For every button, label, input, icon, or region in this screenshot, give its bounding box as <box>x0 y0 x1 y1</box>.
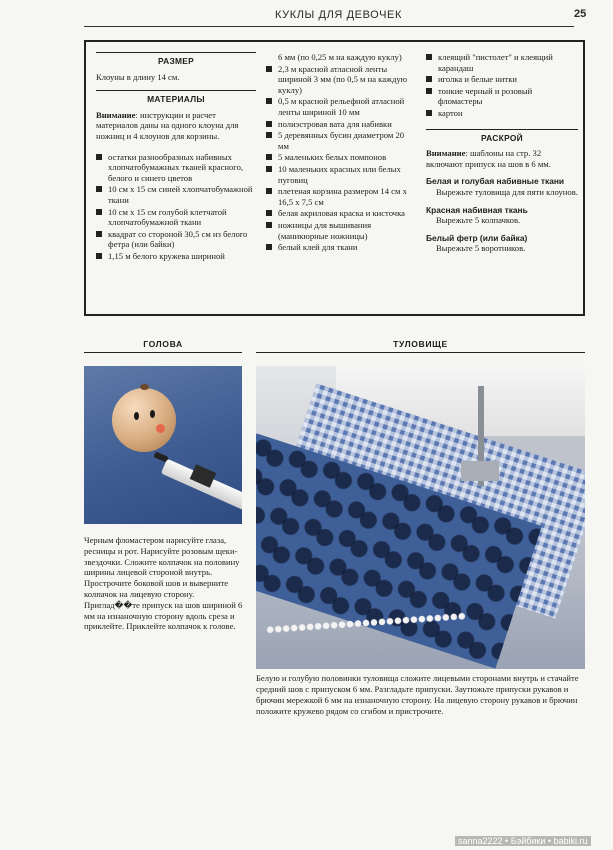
materials-list-col3 <box>426 52 578 119</box>
list-item: плетеная корзина размером 14 см х 16,5 х 7,5 см <box>266 186 416 207</box>
running-title: КУКЛЫ ДЛЯ ДЕВОЧЕК <box>275 9 402 21</box>
bullet-square-icon <box>266 66 272 72</box>
page-number: 25 <box>574 8 587 20</box>
list-item: 2,3 м красной атласной ленты шириной 3 мм (по 0,5 м на каждую куклу) <box>266 64 416 96</box>
watermark: sanna2222 • Бэйбики • babiki.ru <box>455 836 591 846</box>
size-title: РАЗМЕР <box>96 52 256 67</box>
bullet-square-icon <box>266 188 272 194</box>
clown-head-photo <box>84 366 242 524</box>
list-item: клеящий "пистолет" и клеящий карандаш <box>426 52 578 73</box>
list-item: 10 см х 15 см голубой клетчатой хлопчатобумажной ткани <box>96 207 256 228</box>
list-item: картон <box>426 108 578 119</box>
bullet-square-icon <box>96 186 102 192</box>
materials-title: МАТЕРИАЛЫ <box>96 90 256 105</box>
bullet-square-icon <box>96 253 102 259</box>
cutting-note-label: Внимание <box>426 148 466 159</box>
cutting-group-heading: Белый фетр (или байка) <box>426 232 528 243</box>
list-item: иголка и белые нитки <box>426 74 578 85</box>
list-item: остатки разнообразных набивных хлопчатобумажных тканей красного, белого и синего цветов <box>96 152 256 184</box>
presser-foot <box>461 461 499 481</box>
list-item: 1,15 м белого кружева шириной <box>96 251 256 262</box>
cheek-star-icon <box>156 424 165 433</box>
list-item: 10 см х 15 см синей хлопчатобумажной ткани <box>96 184 256 205</box>
bullet-square-icon <box>96 154 102 160</box>
body-caption: Белую и голубую половинки туловища сложите лицевыми сторонами внутрь и стачайте средний шов с припуском 6 мм. Разгладьте припуски. Заутюжьте припуски рукавов и брючин мережкой 6 мм на изнаночную сторону. На лицевую сторону рукавов и брючин положите кружево рядом со сгибом и пристрочите. <box>256 673 579 716</box>
cutting-group-text: Вырежьте 5 колпачков. <box>436 215 521 226</box>
cutting-title: РАСКРОЙ <box>426 129 578 144</box>
list-item: квадрат со стороной 30,5 см из белого фетра (или байки) <box>96 229 256 250</box>
materials-panel <box>84 40 585 316</box>
bullet-square-icon <box>266 154 272 160</box>
cutting-note <box>426 148 578 169</box>
bullet-square-icon <box>266 166 272 172</box>
list-item: белая акриловая краска и кисточка <box>266 208 416 219</box>
list-item: ножницы для вышивания (маникюрные ножницы) <box>266 220 416 241</box>
panel-column-3 <box>426 52 578 254</box>
panel-column-1 <box>96 52 256 263</box>
eye-icon <box>134 412 139 420</box>
list-item: 5 маленьких белых помпонов <box>266 152 416 163</box>
wooden-bead <box>112 388 176 452</box>
cutting-group-text: Вырежьте 5 воротников. <box>436 243 526 254</box>
materials-note-label: Внимание <box>96 109 136 120</box>
cutting-note-text: : шаблоны на стр. 32 включают припуск на шов в 6 мм. <box>426 148 551 169</box>
eye-icon <box>150 410 155 418</box>
head-section-title: ГОЛОВА <box>84 339 242 353</box>
size-text: Клоуны в длину 14 см. <box>96 71 180 82</box>
materials-list-col1 <box>96 152 256 262</box>
sewing-machine-photo <box>256 366 585 669</box>
bullet-square-icon <box>266 244 272 250</box>
list-item: 10 маленьких красных или белых пуговиц <box>266 164 416 185</box>
bullet-square-icon <box>426 54 432 60</box>
cutting-group-text: Вырежьте туловища для пяти клоунов. <box>436 186 578 197</box>
cutting-group-heading: Белая и голубая набивные ткани <box>426 176 565 187</box>
head-caption: Черным фломастером нарисуйте глаза, ресницы и рот. Нарисуйте розовым щеки-звездочки. Сложите колпачок на половину ширины лицевой стороной внутрь. Прострочите боковой шов и выверните колпачок на лицевую сторону. Приглад��те припуск на шов шириной 6 мм на изнаночную сторону вдоль среза и приклейте. Приклейте колпачок к голове. <box>84 535 243 632</box>
bullet-square-icon <box>426 110 432 116</box>
list-item: тонкие черный и розовый фломастеры <box>426 86 578 107</box>
bead-hole <box>140 384 149 390</box>
list-item: 0,5 м красной рельефной атласной ленты шириной 10 мм <box>266 96 416 117</box>
bullet-square-icon <box>266 132 272 138</box>
bullet-square-icon <box>96 209 102 215</box>
list-item: белый клей для ткани <box>266 242 416 253</box>
body-section-title: ТУЛОВИЩЕ <box>256 339 585 353</box>
bullet-square-icon <box>266 98 272 104</box>
bullet-square-icon <box>426 76 432 82</box>
materials-note <box>96 110 256 142</box>
header-rule <box>84 26 574 27</box>
bullet-square-icon <box>96 231 102 237</box>
bullet-square-icon <box>266 121 272 127</box>
materials-list-col2 <box>266 64 416 253</box>
panel-column-2 <box>266 52 416 254</box>
list-item: полиэстровая вата для набивки <box>266 119 416 130</box>
materials-continued: 6 мм (по 0,25 м на каждую куклу) <box>278 52 402 62</box>
list-item: 5 деревянных бусин диаметром 20 мм <box>266 130 416 151</box>
bullet-square-icon <box>426 88 432 94</box>
bullet-square-icon <box>266 222 272 228</box>
cutting-group-heading: Красная набивная ткань <box>426 204 528 215</box>
materials-note-text: : инструкции и расчет материалов даны на одного клоуна для ножниц и 4 клоунов для корзины. <box>96 109 239 141</box>
bullet-square-icon <box>266 210 272 216</box>
